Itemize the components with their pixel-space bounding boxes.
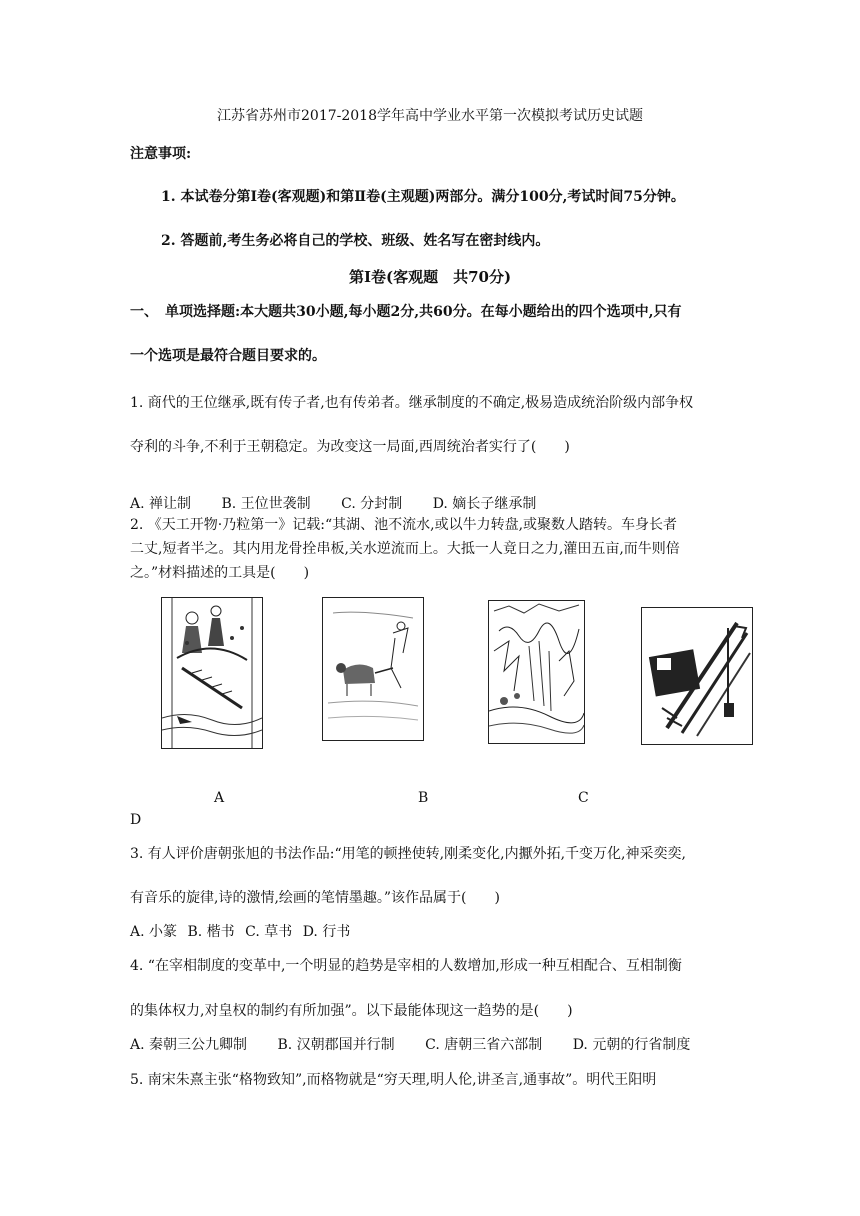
q2-stem-line3: 之。”材料描述的工具是( ) bbox=[130, 565, 310, 581]
section-title: 第Ⅰ卷(客观题 共70分) bbox=[348, 268, 512, 286]
q2-figure-label-d: D bbox=[130, 812, 142, 828]
q4-stem-line1: 4. “在宰相制度的变革中,一个明显的趋势是宰相的人数增加,形成一种互相配合、互相制衡 bbox=[130, 958, 682, 974]
q2-figure-c-image bbox=[488, 600, 585, 744]
notice-item-2: 2. 答题前,考生务必将自己的学校、班级、姓名写在密封线内。 bbox=[161, 233, 550, 249]
q4-option-d[interactable]: D. 元朝的行省制度 bbox=[572, 1037, 691, 1053]
q1-stem-line1: 1. 商代的王位继承,既有传子者,也有传弟者。继承制度的不确定,极易造成统治阶级内部争权 bbox=[130, 395, 694, 411]
q2-figure-label-c: C bbox=[578, 790, 589, 806]
q1-option-b[interactable]: B. 王位世袭制 bbox=[221, 496, 311, 512]
q4-option-b[interactable]: B. 汉朝郡国并行制 bbox=[277, 1037, 395, 1053]
q1-option-d[interactable]: D. 嫡长子继承制 bbox=[432, 496, 537, 512]
q5-stem-line1: 5. 南宋朱熹主张“格物致知”,而格物就是“穷天理,明人伦,讲圣言,通事故”。明代王阳明 bbox=[130, 1072, 657, 1088]
q2-figure-label-b: B bbox=[418, 790, 429, 806]
q4-options bbox=[130, 1036, 716, 1054]
q2-stem-line2: 二丈,短者半之。其内用龙骨拴串板,关水逆流而上。大抵一人竟日之力,灌田五亩,而牛则倍 bbox=[130, 541, 680, 557]
q1-options bbox=[130, 495, 562, 513]
q3-option-d[interactable]: D. 行书 bbox=[302, 924, 351, 940]
q2-figure-b-image bbox=[322, 597, 424, 741]
q3-stem-line2: 有音乐的旋律,诗的激情,绘画的笔情墨趣。”该作品属于( ) bbox=[130, 890, 500, 906]
q2-figure-a-image bbox=[161, 597, 263, 749]
treadle-pump-illustration bbox=[162, 598, 262, 748]
q2-stem-line1: 2. 《天工开物·乃粒第一》记载:“其湖、池不流水,或以牛力转盘,或聚数人踏转。车身长者 bbox=[130, 517, 678, 533]
notice-item-1: 1. 本试卷分第Ⅰ卷(客观题)和第Ⅱ卷(主观题)两部分。满分100分,考试时间75分钟。 bbox=[161, 189, 685, 205]
landscape-illustration bbox=[489, 601, 584, 743]
q3-option-c[interactable]: C. 草书 bbox=[245, 924, 293, 940]
q3-option-b[interactable]: B. 楷书 bbox=[187, 924, 235, 940]
q4-stem-line2: 的集体权力,对皇权的制约有所加强”。以下最能体现这一趋势的是( ) bbox=[130, 1003, 573, 1019]
q3-options bbox=[130, 923, 356, 941]
q3-stem-line1: 3. 有人评价唐朝张旭的书法作品:“用笔的顿挫使转,刚柔变化,内擫外拓,千变万化,神采奕奕, bbox=[130, 846, 686, 862]
dragon-bone-waterwheel-illustration bbox=[642, 608, 752, 744]
part-instruction-line1: 一、 单项选择题:本大题共30小题,每小题2分,共60分。在每小题给出的四个选项中,只有 bbox=[130, 304, 682, 320]
notice-heading: 注意事项: bbox=[130, 146, 192, 162]
document-title: 江苏省苏州市2017-2018学年高中学业水平第一次模拟考试历史试题 bbox=[217, 108, 643, 124]
q3-option-a[interactable]: A. 小篆 bbox=[130, 924, 178, 940]
q2-figure-label-a: A bbox=[214, 790, 225, 806]
ox-plough-illustration bbox=[323, 598, 423, 740]
q4-option-c[interactable]: C. 唐朝三省六部制 bbox=[425, 1037, 543, 1053]
q1-option-a[interactable]: A. 禅让制 bbox=[130, 496, 192, 512]
q4-option-a[interactable]: A. 秦朝三公九卿制 bbox=[130, 1037, 248, 1053]
q1-option-c[interactable]: C. 分封制 bbox=[341, 496, 403, 512]
part-instruction-line2: 一个选项是最符合题目要求的。 bbox=[130, 348, 326, 364]
q1-stem-line2: 夺利的斗争,不利于王朝稳定。为改变这一局面,西周统治者实行了( ) bbox=[130, 439, 570, 455]
q2-figure-d-image bbox=[641, 607, 753, 745]
